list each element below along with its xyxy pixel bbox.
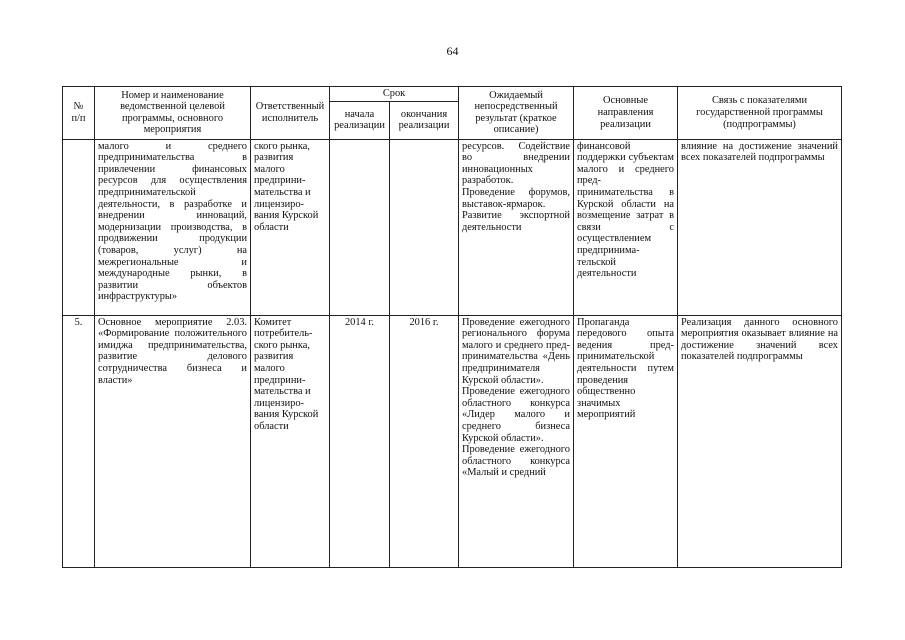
table-row bbox=[63, 315, 842, 567]
cell-end: 2016 г. bbox=[390, 315, 459, 567]
header-directions: Основные направления реализации bbox=[574, 87, 678, 140]
cell-result: ресурсов. Содействие во внедрении инновационных разработок. Проведение форумов, выставок-ярмарок. Развитие экспортной деятельности bbox=[459, 139, 574, 315]
cell-start bbox=[330, 139, 390, 315]
cell-directions: Пропаганда передового опыта ведения пред-принимательской деятельности путем проведения общественно значимых мероприятий bbox=[574, 315, 678, 567]
cell-link: Реализация данного основного мероприятия оказывает влияние на достижение значений всех показателей подпрограммы bbox=[678, 315, 842, 567]
page-number: 64 bbox=[446, 44, 459, 58]
cell-result: Проведение ежегодного регионального форума малого и среднего пред-принимательства «День предпринимателя Курской области». Проведение ежегодного областного конкурса «Лидер малого и среднего бизнеса Курской области». Проведение ежегодного областного конкурса «Малый и средний bbox=[459, 315, 574, 567]
header-name: Номер и наименование ведомственной целевой программы, основного мероприятия bbox=[95, 87, 251, 140]
cell-link: влияние на достижение значений всех показателей подпрограммы bbox=[678, 139, 842, 315]
header-term: Срок bbox=[330, 87, 459, 102]
header-link: Связь с показателями государственной программы (подпрограммы) bbox=[678, 87, 842, 140]
header-result: Ожидаемый непосредственный результат (краткое описание) bbox=[459, 87, 574, 140]
cell-name: малого и среднего предпринимательства в привлечении финансовых ресурсов для осуществления предпринимательской деятельности, в разработке и внедрении инноваций, модернизации производства, в продвижении продукции (товаров, услуг) на межрегиональные и международные рынки, в развитии объектов инфраструктуры» bbox=[95, 139, 251, 315]
cell-directions: финансовой поддержки субъектам малого и среднего пред-принимательства в Курской области на возмещение затрат в связи с осуществлением предпринимательской деятельности bbox=[574, 139, 678, 315]
cell-responsible: ского рынка, развития малого предприни- мательства и лицензиро- вания Курской области bbox=[251, 139, 330, 315]
cell-end bbox=[390, 139, 459, 315]
cell-num bbox=[63, 139, 95, 315]
header-end: окончания реализации bbox=[390, 101, 459, 139]
table-row bbox=[63, 139, 842, 315]
cell-num: 5. bbox=[63, 315, 95, 567]
header-num: № п/п bbox=[63, 87, 95, 140]
program-table bbox=[62, 86, 842, 568]
cell-name: Основное мероприятие 2.03. «Формирование положительного имиджа предпринимательства, развитие делового сотрудничества бизнеса и власти» bbox=[95, 315, 251, 567]
header-start: начала реализации bbox=[330, 101, 390, 139]
header-responsible: Ответственный исполнитель bbox=[251, 87, 330, 140]
cell-start: 2014 г. bbox=[330, 315, 390, 567]
cell-responsible: Комитет потребитель- ского рынка, развития малого предприни- мательства и лицензиро- вания Курской области bbox=[251, 315, 330, 567]
